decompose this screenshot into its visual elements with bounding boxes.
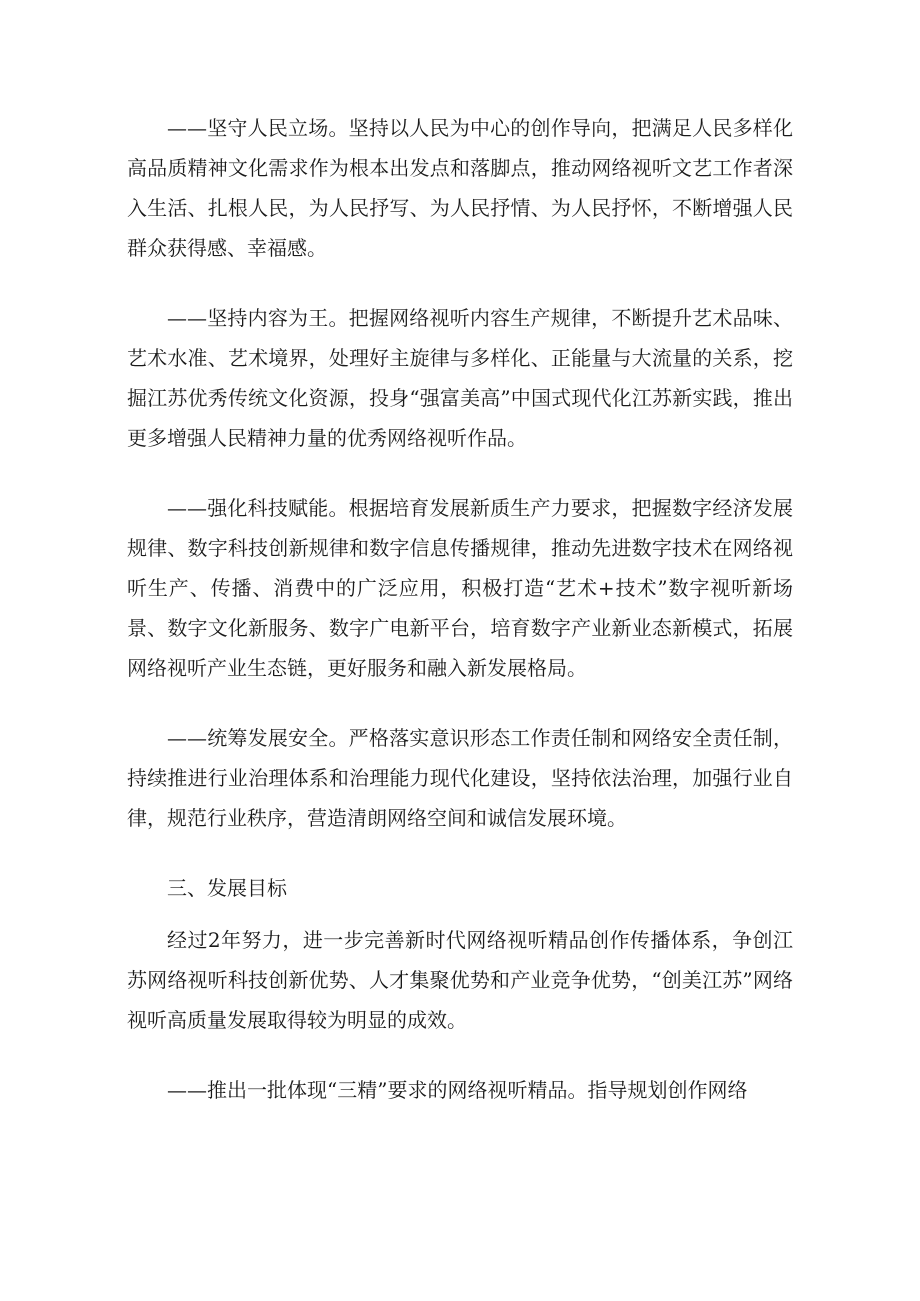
document-body	[127, 108, 793, 1140]
paragraph-content-king: ——坚持内容为王。把握网络视听内容生产规律，不断提升艺术品味、艺术水准、艺术境界，处理好主旋律与多样化、正能量与大流量的关系，挖掘江苏优秀传统文化资源，投身“强富美高”中国式现代化江苏新实践，推出更多增强人民精神力量的优秀网络视听作品。	[127, 306, 793, 450]
section-heading-goals: 三、发展目标	[167, 876, 287, 900]
paragraph-goals-intro: 经过2年努力，进一步完善新时代网络视听精品创作传播体系，争创江苏网络视听科技创新优势、人才集聚优势和产业竞争优势，“创美江苏”网络视听高质量发展取得较为明显的成效。	[127, 928, 793, 1032]
paragraph-quality-works: ——推出一批体现“三精”要求的网络视听精品。指导规划创作网络	[167, 1078, 748, 1102]
paragraph-development-security: ——统筹发展安全。严格落实意识形态工作责任制和网络安全责任制，持续推进行业治理体系和治理能力现代化建设，坚持依法治理，加强行业自律，规范行业秩序，营造清朗网络空间和诚信发展环境。	[127, 726, 793, 830]
paragraph-people-stance: ——坚守人民立场。坚持以人民为中心的创作导向，把满足人民多样化高品质精神文化需求作为根本出发点和落脚点，推动网络视听文艺工作者深入生活、扎根人民，为人民抒写、为人民抒情、为人民抒怀，不断增强人民群众获得感、幸福感。	[127, 116, 793, 260]
paragraph-tech-empower: ——强化科技赋能。根据培育发展新质生产力要求，把握数字经济发展规律、数字科技创新规律和数字信息传播规律，推动先进数字技术在网络视听生产、传播、消费中的广泛应用，积极打造“艺术+技术”数字视听新场景、数字文化新服务、数字广电新平台，培育数字产业新业态新模式，拓展网络视听产业生态链，更好服务和融入新发展格局。	[127, 496, 793, 680]
